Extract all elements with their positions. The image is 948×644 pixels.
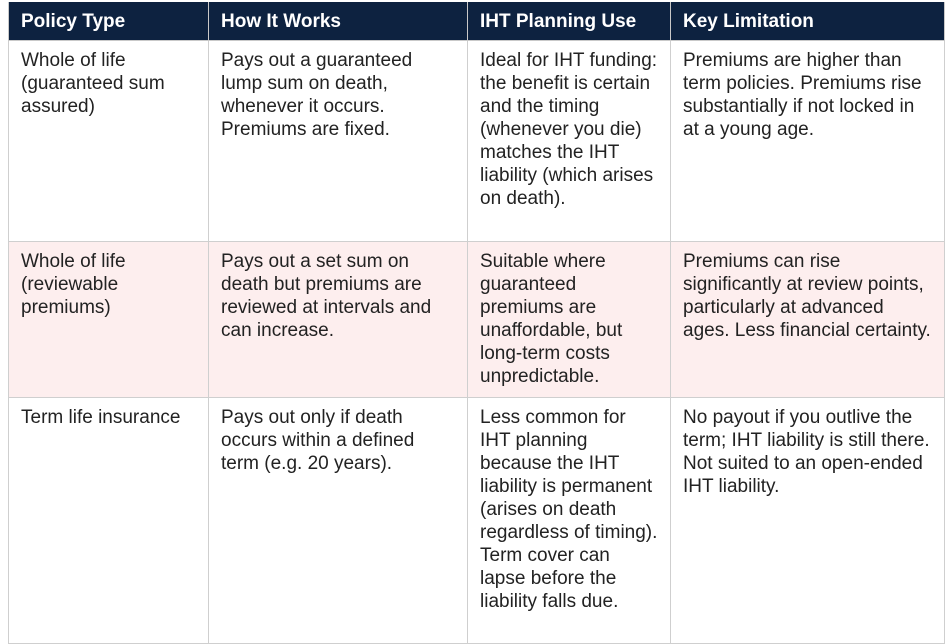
header-row bbox=[9, 2, 945, 41]
cell-key-limitation: No payout if you outlive the term; IHT liability is still there. Not suited to an open-ended IHT liability. bbox=[671, 398, 945, 644]
cell-policy-type: Whole of life (guaranteed sum assured) bbox=[9, 41, 209, 242]
table-header bbox=[9, 2, 945, 41]
policy-comparison-table bbox=[8, 2, 945, 644]
header-policy-type: Policy Type bbox=[9, 2, 209, 41]
cell-policy-type: Term life insurance bbox=[9, 398, 209, 644]
cell-how-it-works: Pays out only if death occurs within a defined term (e.g. 20 years). bbox=[209, 398, 468, 644]
table-body bbox=[9, 41, 945, 644]
header-how-it-works: How It Works bbox=[209, 2, 468, 41]
cell-how-it-works: Pays out a guaranteed lump sum on death, whenever it occurs. Premiums are fixed. bbox=[209, 41, 468, 242]
cell-iht-planning-use: Suitable where guaranteed premiums are unaffordable, but long-term costs unpredictable. bbox=[468, 242, 671, 398]
cell-policy-type: Whole of life (reviewable premiums) bbox=[9, 242, 209, 398]
cell-key-limitation: Premiums can rise significantly at review points, particularly at advanced ages. Less financial certainty. bbox=[671, 242, 945, 398]
cell-key-limitation: Premiums are higher than term policies. Premiums rise substantially if not locked in at a young age. bbox=[671, 41, 945, 242]
table-row bbox=[9, 242, 945, 398]
policy-comparison-table-wrapper bbox=[8, 2, 944, 644]
cell-iht-planning-use: Less common for IHT planning because the IHT liability is permanent (arises on death regardless of timing). Term cover can lapse before the liability falls due. bbox=[468, 398, 671, 644]
header-iht-planning-use: IHT Planning Use bbox=[468, 2, 671, 41]
cell-how-it-works: Pays out a set sum on death but premiums are reviewed at intervals and can increase. bbox=[209, 242, 468, 398]
table-row bbox=[9, 398, 945, 644]
header-key-limitation: Key Limitation bbox=[671, 2, 945, 41]
table-row bbox=[9, 41, 945, 242]
cell-iht-planning-use: Ideal for IHT funding: the benefit is certain and the timing (whenever you die) matches the IHT liability (which arises on death). bbox=[468, 41, 671, 242]
